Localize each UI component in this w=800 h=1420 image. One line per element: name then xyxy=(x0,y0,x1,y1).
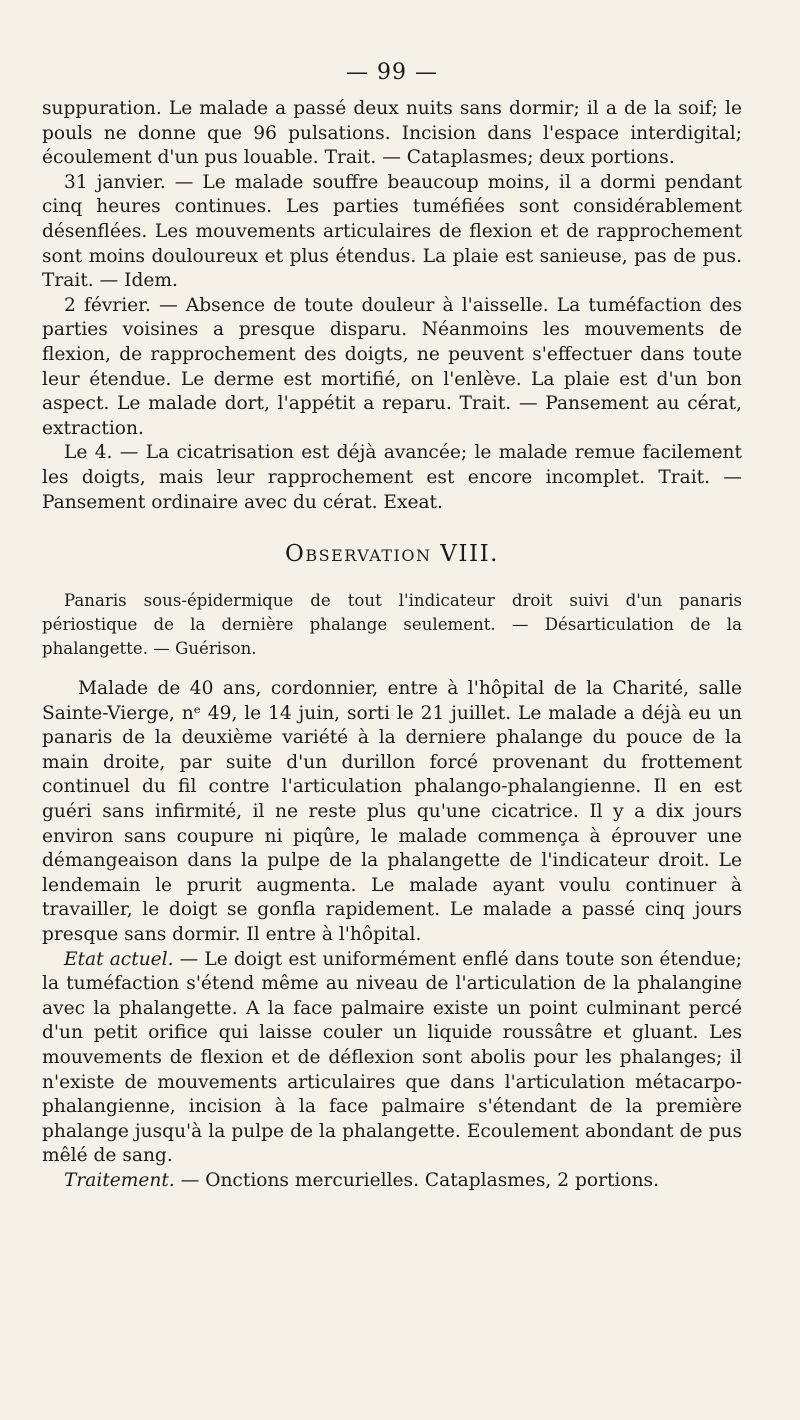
paragraph-continued: suppuration. Le malade a passé deux nuits sans dormir; il a de la soif; le pouls ne donne que 96 pulsations. Incision dans l'espace interdigital; écoulement d'un pus louable. Trait. — Cataplasmes; deux portions. xyxy=(42,98,742,169)
etat-actuel-text: — Le doigt est uniformément enflé dans toute son étendue; la tuméfaction s'étend même au niveau de l'articulation de la phalangine avec la phalangette. A la face palmaire existe un point culminant percé d'un petit orifice qui laisse couler un liquide roussâtre et gluant. Les mouvements de flexion et de déflexion sont abolis pour les phalanges; il n'existe de mouvements articulaires que dans l'articulation métacarpo-phalangienne, incision à la face palmaire s'étendant de la première phalange jusqu'à la pulpe de la phalangette. Ecoulement abondant de pus mêlé de sang. xyxy=(42,948,742,1167)
page-number: — 99 — xyxy=(346,60,438,85)
traitement-label: Traitement. xyxy=(64,1169,175,1191)
traitement-paragraph xyxy=(42,1169,742,1194)
etat-actuel-label: Etat actuel. xyxy=(64,948,174,970)
paragraph-le-4: Le 4. — La cicatrisation est déjà avancée; le malade remue facilement les doigts, mais leur rapprochement est encore incomplet. Trait. — Pansement ordinaire avec du cérat. Exeat. xyxy=(42,442,742,513)
case-history: Malade de 40 ans, cordonnier, entre à l'hôpital de la Charité, salle Sainte-Vierge, nᵉ 49, le 14 juin, sorti le 21 juillet. Le malade a déjà eu un panaris de la deuxième variété à la derniere phalange du pouce de la main droite, par suite d'un durillon forcé provenant du frottement continuel du fil contre l'articulation phalango-phalangienne. Il en est guéri sans infirmité, il ne reste plus qu'une cicatrice. Il y a dix jours environ sans coupure ni piqûre, le malade commença à éprouver une démangeaison dans la pulpe de la phalangette de l'indicateur droit. Le lendemain le prurit augmenta. Le malade ayant voulu continuer à travailler, le doigt se gonfla rapidement. Le malade a passé cinq jours presque sans dormir. Il entre à l'hôpital. xyxy=(42,678,742,946)
observation-summary: Panaris sous-épidermique de tout l'indicateur droit suivi d'un panaris périostique de la dernière phalange seulement. — Désarticulation de la phalangette. — Guérison. xyxy=(42,591,742,659)
paragraph-2-fevrier: 2 février. — Absence de toute douleur à l'aisselle. La tuméfaction des parties voisines a presque disparu. Néanmoins les mouvements de flexion, de rapprochement des doigts, ne peuvent s'effectuer dans toute leur étendue. Le derme est mortifié, on l'enlève. La plaie est d'un bon aspect. Le malade dort, l'appétit a reparu. Trait. — Pansement au cérat, extraction. xyxy=(42,294,742,439)
etat-actuel-paragraph xyxy=(42,948,742,1169)
observation-heading: Observation VIII. xyxy=(285,541,499,568)
traitement-text: — Onctions mercurielles. Cataplasmes, 2 portions. xyxy=(174,1169,660,1191)
paragraph-31-janvier: 31 janvier. — Le malade souffre beaucoup moins, il a dormi pendant cinq heures continues. Les parties tuméfiées sont considérablement désenflées. Les mouvements articulaires de flexion et de rapprochement sont moins douloureux et plus étendus. La plaie est sanieuse, pas de pus. Trait. — Idem. xyxy=(42,171,742,292)
